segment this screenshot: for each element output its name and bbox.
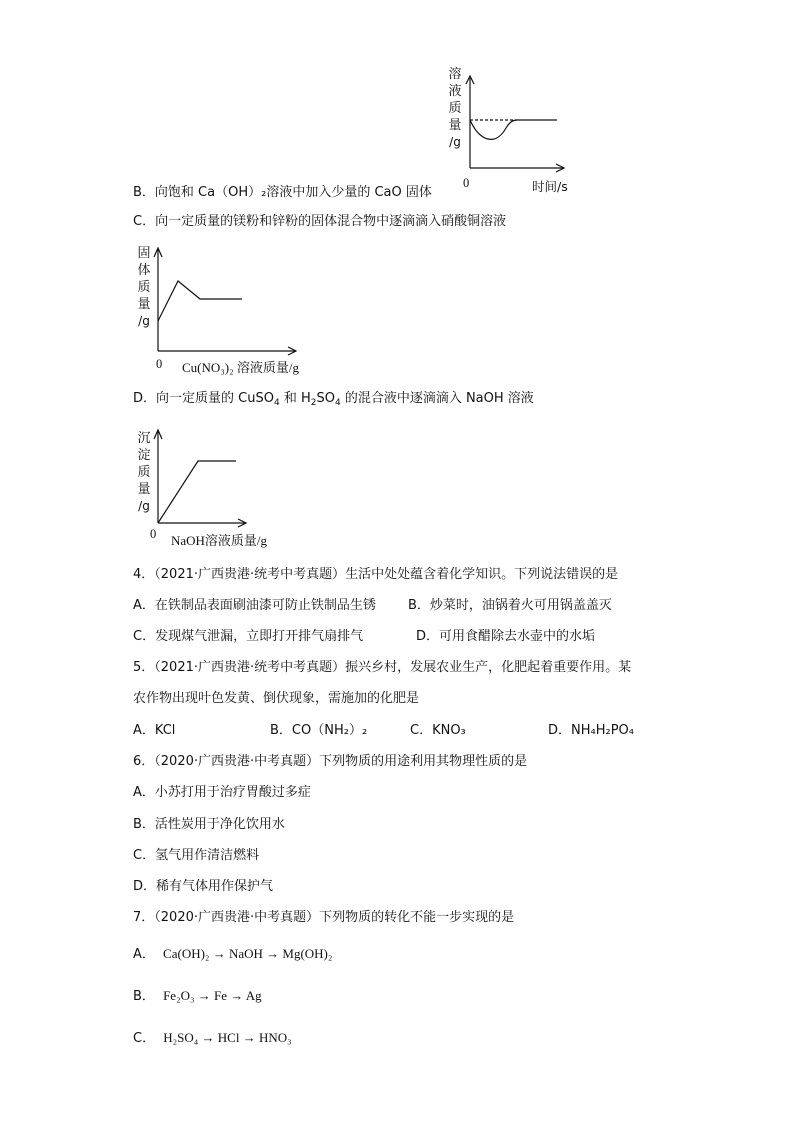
q6-option-c: C．氢气用作清洁燃料: [133, 848, 260, 863]
q6-option-b: B．活性炭用于净化饮用水: [133, 817, 285, 832]
q7-option-b: B． Fe₂O₃ → Fe → Ag: [133, 988, 262, 1004]
q7-option-b-formula: Fe₂O₃ → Fe → Ag: [163, 988, 262, 1003]
q7-option-c-formula: H₂SO₄ → HCl → HNO₃: [163, 1030, 292, 1045]
q4-option-d: D．可用食醋除去水壶中的水垢: [416, 629, 596, 644]
q4-stem: 4．（2021·广西贵港·统考中考真题）生活中处处蕴含着化学知识。下列说法错误的是: [133, 567, 619, 582]
graph-c-plot: [150, 243, 300, 353]
graph-d-x-label: NaOH溶液质量/g: [171, 533, 268, 548]
option-d: D．向一定质量的 CuSO$_4$ 和 $H_2SO_4$ 的混合液中逐滴滴入 NaOH 溶液: [133, 391, 534, 408]
q4-option-c: C．发现煤气泄漏，立即打开排气扇排气: [133, 629, 364, 644]
q5-stem-1: 5．（2021·广西贵港·统考中考真题）振兴乡村，发展农业生产，化肥起着重要作用。某: [133, 660, 632, 675]
q4-option-b: B．炒菜时，油锅着火可用锅盖盖灭: [408, 598, 612, 613]
q7-option-a-formula: Ca(OH)₂ → NaOH → Mg(OH)₂: [163, 946, 333, 961]
graph-b-x-label: 时间/s: [532, 179, 568, 194]
graph-b-plot: [462, 72, 572, 172]
q6-stem: 6．（2020·广西贵港·中考真题）下列物质的用途利用其物理性质的是: [133, 754, 528, 769]
graph-b-origin: 0: [463, 176, 470, 190]
graph-d-plot: [150, 425, 250, 525]
q5-option-a: A．KCl: [133, 723, 176, 738]
q5-option-c: C．KNO₃: [410, 723, 466, 738]
q7-option-c: C． H₂SO₄ → HCl → HNO₃: [133, 1030, 292, 1046]
q5-option-b: B．CO（NH₂）₂: [270, 723, 368, 738]
graph-b-y-label: 溶 液 质 量 /g: [448, 67, 462, 149]
option-b: B．向饱和 Ca（OH）₂溶液中加入少量的 CaO 固体: [133, 185, 432, 200]
option-c: C．向一定质量的镁粉和锌粉的固体混合物中逐滴滴入硝酸铜溶液: [133, 214, 507, 229]
q6-option-a: A．小苏打用于治疗胃酸过多症: [133, 785, 311, 800]
graph-d-origin: 0: [150, 527, 157, 541]
q7-option-a: A． Ca(OH)₂ → NaOH → Mg(OH)₂: [133, 946, 333, 962]
q7-stem: 7．（2020·广西贵港·中考真题）下列物质的转化不能一步实现的是: [133, 910, 515, 925]
q4-option-a: A．在铁制品表面刷油漆可防止铁制品生锈: [133, 598, 376, 613]
q5-option-d: D．NH₄H₂PO₄: [548, 723, 634, 738]
graph-d-y-label: 沉 淀 质 量 /g: [137, 431, 151, 513]
graph-c-y-label: 固 体 质 量 /g: [137, 246, 151, 328]
q5-stem-2: 农作物出现叶色发黄、倒伏现象，需施加的化肥是: [133, 691, 420, 706]
graph-c-origin: 0: [156, 357, 163, 371]
q6-option-d: D．稀有气体用作保护气: [133, 879, 274, 894]
graph-c-x-label: Cu(NO₃)₂ 溶液质量/g: [182, 360, 300, 375]
